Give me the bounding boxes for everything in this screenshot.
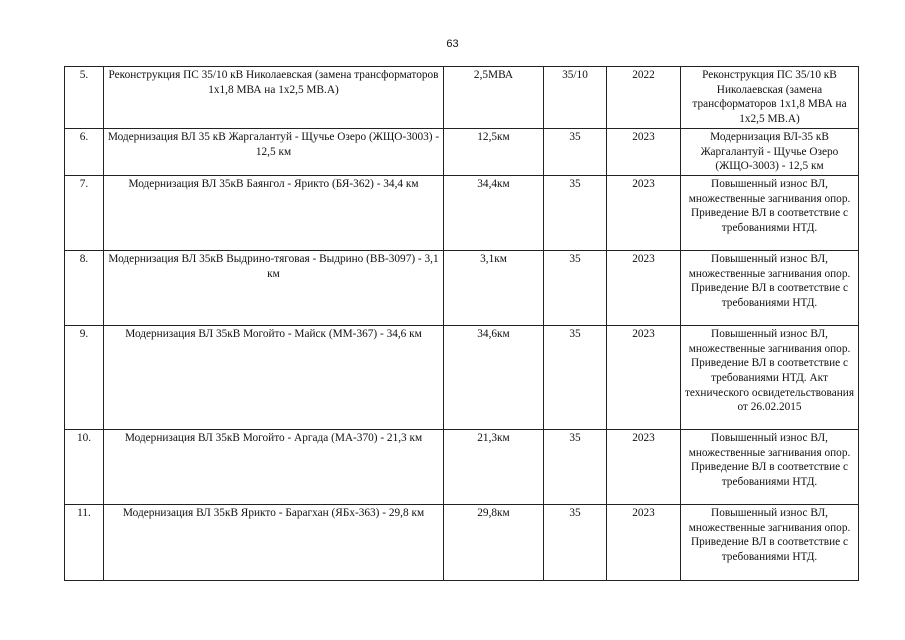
project-voltage: 35	[544, 325, 607, 429]
project-capacity: 12,5км	[444, 128, 544, 175]
row-number: 5.	[65, 67, 104, 129]
table-row	[65, 175, 859, 250]
project-note: Повышенный износ ВЛ, множественные загнивания опор. Приведение ВЛ в соответствие с требованиями НТД.	[681, 250, 859, 325]
projects-table	[64, 66, 859, 581]
project-name: Модернизация ВЛ 35 кВ Жаргалантуй - Щучье Озеро (ЖЩО-3003) - 12,5 км	[104, 128, 444, 175]
project-voltage: 35	[544, 128, 607, 175]
project-capacity: 2,5МВА	[444, 67, 544, 129]
table-row	[65, 128, 859, 175]
project-note: Повышенный износ ВЛ, множественные загнивания опор. Приведение ВЛ в соответствие с требованиями НТД. Акт технического освидетельствования от 26.02.2015	[681, 325, 859, 429]
row-number: 9.	[65, 325, 104, 429]
project-voltage: 35	[544, 175, 607, 250]
page-number: 63	[446, 38, 459, 50]
row-number: 7.	[65, 175, 104, 250]
project-year: 2023	[607, 128, 681, 175]
project-capacity: 3,1км	[444, 250, 544, 325]
project-name: Модернизация ВЛ 35кВ Могойто - Аргада (МА-370) - 21,3 км	[104, 429, 444, 504]
project-note: Повышенный износ ВЛ, множественные загнивания опор. Приведение ВЛ в соответствие с требованиями НТД.	[681, 175, 859, 250]
row-number: 8.	[65, 250, 104, 325]
project-year: 2023	[607, 250, 681, 325]
table-row	[65, 504, 859, 580]
project-year: 2023	[607, 504, 681, 580]
project-name: Модернизация ВЛ 35кВ Могойто - Майск (ММ-367) - 34,6 км	[104, 325, 444, 429]
project-year: 2023	[607, 175, 681, 250]
table-row	[65, 250, 859, 325]
project-year: 2023	[607, 429, 681, 504]
project-note: Повышенный износ ВЛ, множественные загнивания опор. Приведение ВЛ в соответствие с требованиями НТД.	[681, 429, 859, 504]
project-name: Модернизация ВЛ 35кВ Баянгол - Яриктo (БЯ-362) - 34,4 км	[104, 175, 444, 250]
project-name: Модернизация ВЛ 35кВ Выдрино-тяговая - Выдрино (ВВ-3097) - 3,1 км	[104, 250, 444, 325]
project-note: Модернизация ВЛ-35 кВ Жаргалантуй - Щучье Озеро (ЖЩО-3003) - 12,5 км	[681, 128, 859, 175]
project-note: Повышенный износ ВЛ, множественные загнивания опор. Приведение ВЛ в соответствие с требованиями НТД.	[681, 504, 859, 580]
table-row	[65, 67, 859, 129]
project-voltage: 35	[544, 429, 607, 504]
project-year: 2023	[607, 325, 681, 429]
project-voltage: 35/10	[544, 67, 607, 129]
project-voltage: 35	[544, 504, 607, 580]
row-number: 10.	[65, 429, 104, 504]
project-capacity: 29,8км	[444, 504, 544, 580]
project-note: Реконструкция ПС 35/10 кВ Николаевская (замена трансформаторов 1х1,8 МВА на 1х2,5 МВ.А)	[681, 67, 859, 129]
project-name: Модернизация ВЛ 35кВ Яриктo - Барагхан (ЯБх-363) - 29,8 км	[104, 504, 444, 580]
row-number: 6.	[65, 128, 104, 175]
project-voltage: 35	[544, 250, 607, 325]
table-row	[65, 325, 859, 429]
project-capacity: 21,3км	[444, 429, 544, 504]
project-capacity: 34,6км	[444, 325, 544, 429]
project-capacity: 34,4км	[444, 175, 544, 250]
row-number: 11.	[65, 504, 104, 580]
table-row	[65, 429, 859, 504]
project-year: 2022	[607, 67, 681, 129]
project-name: Реконструкция ПС 35/10 кВ Николаевская (замена трансформаторов 1х1,8 МВА на 1х2,5 МВ.А)	[104, 67, 444, 129]
